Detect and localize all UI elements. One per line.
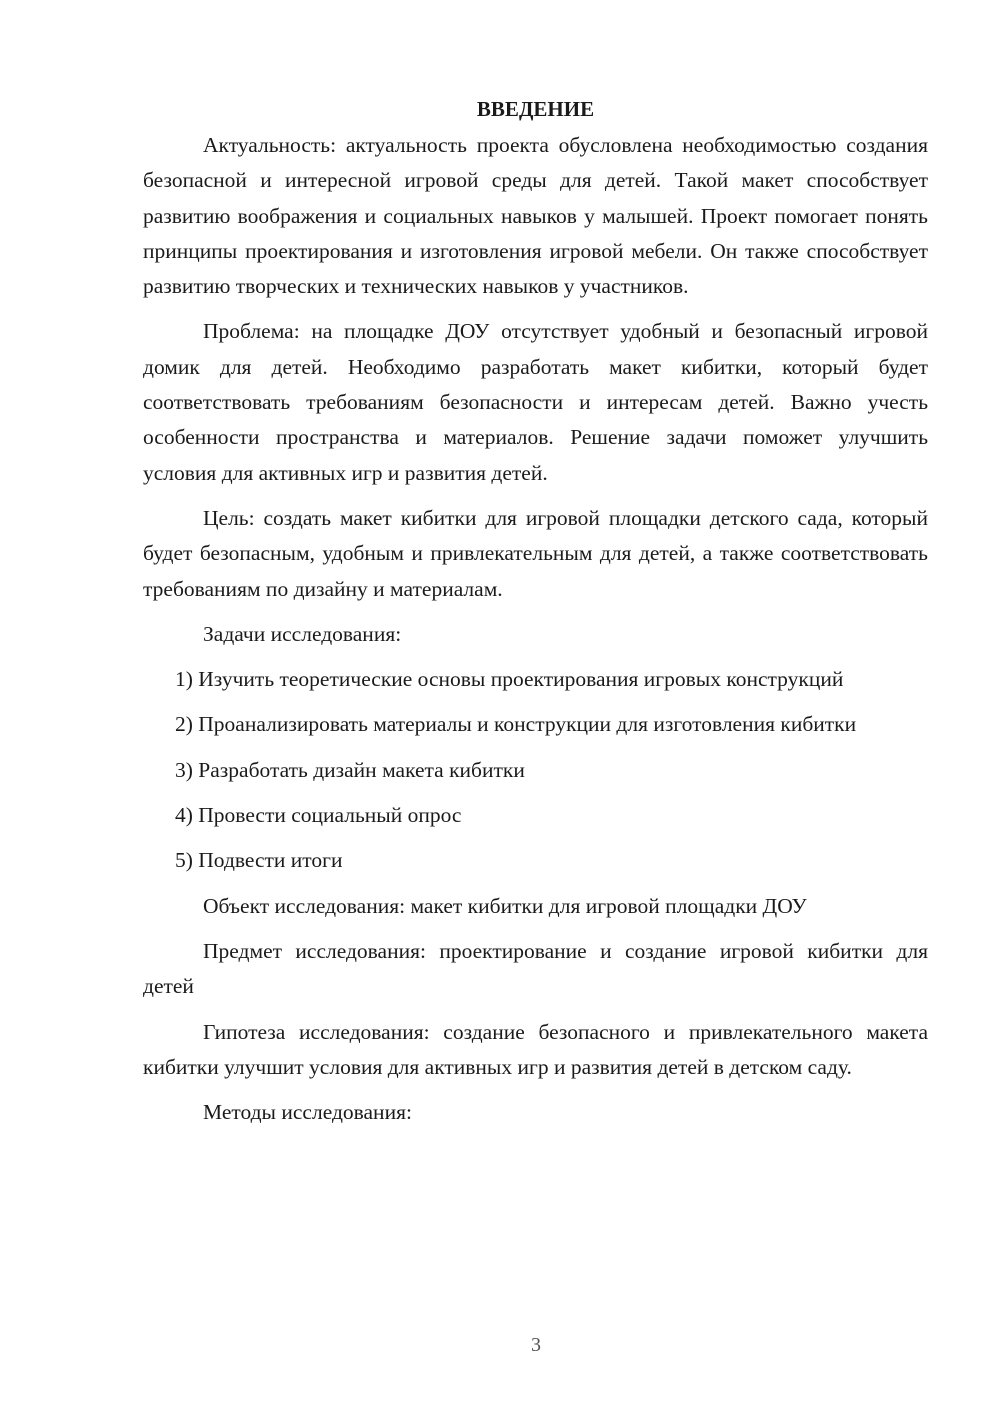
object-paragraph: Объект исследования: макет кибитки для игровой площадки ДОУ <box>203 893 807 918</box>
methods-label: Методы исследования: <box>203 1100 412 1125</box>
relevance-paragraph: Актуальность: актуальность проекта обусловлена необходимостью создания безопасной и интересной игровой среды для детей. Такой макет способствует развитию воображения и социальных навыков у малышей. Проект помогает понять принципы проектирования и изготовления игровой мебели. Он также способствует развитию творческих и технических навыков у участников. <box>143 133 928 299</box>
task-item-2: 2) Проанализировать материалы и конструкции для изготовления кибитки <box>175 712 857 737</box>
task-item-1: 1) Изучить теоретические основы проектирования игровых конструкций <box>175 667 844 692</box>
problem-paragraph: Проблема: на площадке ДОУ отсутствует удобный и безопасный игровой домик для детей. Необходимо разработать макет кибитки, который будет соответствовать требованиям безопасности и интересам детей. Важно учесть особенности пространства и материалов. Решение задачи поможет улучшить условия для активных игр и развития детей. <box>143 319 928 485</box>
document-page <box>143 92 928 1140</box>
tasks-label: Задачи исследования: <box>203 621 402 646</box>
section-heading: ВВЕДЕНИЕ <box>476 97 595 121</box>
task-item-4: 4) Провести социальный опрос <box>175 803 462 828</box>
goal-paragraph: Цель: создать макет кибитки для игровой площадки детского сада, который будет безопасным, удобным и привлекательным для детей, а также соответствовать требованиям по дизайну и материалам. <box>143 505 928 601</box>
task-item-3: 3) Разработать дизайн макета кибитки <box>175 757 525 782</box>
task-item-5: 5) Подвести итоги <box>175 848 343 873</box>
hypothesis-paragraph: Гипотеза исследования: создание безопасного и привлекательного макета кибитки улучшит условия для активных игр и развития детей в детском саду. <box>143 1019 928 1079</box>
subject-paragraph: Предмет исследования: проектирование и создание игровой кибитки для детей <box>143 938 928 999</box>
page-number: 3 <box>531 1334 541 1356</box>
